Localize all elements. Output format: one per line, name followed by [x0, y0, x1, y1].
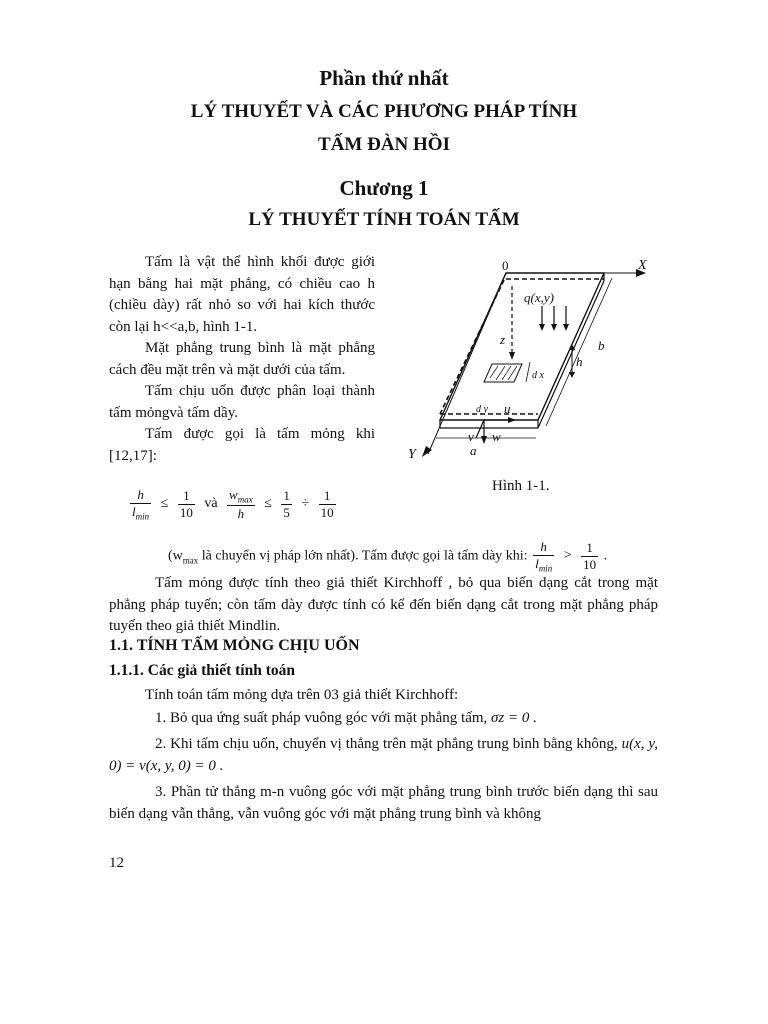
- figure-label-thickness: h: [576, 354, 583, 369]
- assumption-2-formula: u(x, y, 0) = v(x, y, 0) = 0 .: [109, 736, 659, 774]
- figure-label-dx: d x: [532, 370, 544, 381]
- load-arrows: [539, 306, 569, 331]
- fraction-one-fifth: $\frac{1}{5}$: [283, 487, 290, 520]
- intro-paragraph-1: Tấm là vật thể hình khối được giới hạn bằng hai mặt phẳng, có chiều cao h (chiều dày) rất nhỏ so với hai kích thước còn lại h<<a,b, hình 1-1.: [109, 254, 375, 335]
- figure-label-origin: 0: [502, 258, 509, 273]
- fraction-one-tenth: $\frac{1}{10}$: [179, 487, 193, 520]
- fraction-h-over-lmin: $\frac{h}{l_{min}}$: [132, 487, 150, 522]
- assumption-2: 2. Khi tấm chịu uốn, chuyển vị thẳng trên mặt phẳng trung bình bằng không, u(x, y, 0) = v(x, y, 0) = 0 .: [109, 736, 659, 774]
- fraction-h-over-lmin-thick: $\frac{h}{l_{min}}$: [535, 539, 553, 574]
- book-title-line2: TẤM ĐÀN HỒI: [318, 134, 450, 155]
- intro-paragraph-4: Tấm được gọi là tấm mỏng khi [12,17]:: [109, 426, 375, 464]
- assumptions-block: [109, 685, 658, 825]
- fraction-wmax-over-h: $\frac{w_{max}}{h}$: [229, 487, 253, 521]
- assumptions-intro: Tính toán tấm mỏng dựa trên 03 giả thiết Kirchhoff:: [145, 687, 459, 703]
- figure-label-a: a: [470, 443, 477, 458]
- plate-top-face: [440, 273, 604, 420]
- dx-dimension: [526, 362, 530, 382]
- chapter-heading: Chương 1: [339, 176, 429, 200]
- thin-plate-inequality: $\frac{h}{l_{min}}$ ≤ $\frac{1}{10}$ và $\frac{w_{max}}{h}$ ≤ $\frac{1}{5}$ ÷ $\frac{1}{10}$: [132, 487, 334, 522]
- z-axis-arrow: [509, 352, 515, 360]
- assumption-3: 3. Phần tử thẳng m-n vuông góc với mặt phẳng trung bình trước biến dạng thì sau biến dạng vẫn thẳng, vẫn vuông góc với mặt phẳng trung bình và không: [109, 784, 658, 822]
- plate-figure: [400, 258, 670, 468]
- figure-label-y: Y: [408, 447, 416, 462]
- v-arrow: [476, 420, 484, 438]
- kirchhoff-paragraph: Tấm mỏng được tính theo giả thiết Kirchhoff , bỏ qua biến dạng cắt trong mặt phẳng pháp tuyến; còn tấm dày được tính có kể đến biến dạng cắt trong mặt phẳng pháp tuyến theo giả thiết Mindlin.: [109, 575, 658, 634]
- book-title-line1: LÝ THUYẾT VÀ CÁC PHƯƠNG PHÁP TÍNH: [190, 101, 578, 122]
- intro-paragraph-3: Tấm chịu uốn được phân loại thành tấm mỏngvà tấm dầy.: [109, 383, 375, 421]
- figure-label-z: z: [500, 332, 506, 347]
- intro-paragraph-2: Mặt phẳng trung bình là mặt phẳng cách đều mặt trên và mặt dưới của tấm.: [109, 340, 375, 378]
- assumption-1-formula: σz = 0 .: [491, 709, 537, 726]
- intro-column: [109, 252, 375, 467]
- chapter-title: LÝ THUYẾT TÍNH TOÁN TẤM: [248, 209, 520, 230]
- part-heading: Phần thứ nhất: [319, 66, 449, 90]
- figure-label-x: X: [638, 258, 647, 273]
- assumption-1: 1. Bỏ qua ứng suất pháp vuông góc với mặt phẳng tấm, σz = 0 .: [155, 709, 537, 726]
- fraction-one-tenth-thick: $\frac{1}{10}$: [583, 539, 597, 572]
- figure-label-b: b: [598, 338, 605, 353]
- figure-label-u: u: [504, 401, 511, 416]
- figure-label-w: w: [492, 429, 501, 444]
- wmax-definition: ($w_{max}$ là chuyển vị pháp lớn nhất). Tấm được gọi là tấm dày khi: $\frac{h}{l_{min}}$ > $\frac{1}{10}$ .: [168, 539, 608, 574]
- page-number: 12: [109, 855, 124, 871]
- figure-caption: Hình 1-1.: [492, 478, 550, 494]
- fraction-one-tenth-2: $\frac{1}{10}$: [320, 487, 334, 520]
- section-heading-1-1-1: 1.1.1. Các giả thiết tính toán: [109, 662, 295, 679]
- figure-label-dy: d y: [476, 404, 488, 415]
- section-heading-1-1: 1.1. TÍNH TẤM MỎNG CHỊU UỐN: [109, 637, 360, 654]
- figure-label-v: v: [468, 429, 474, 444]
- figure-label-load: q(x,y): [524, 290, 554, 305]
